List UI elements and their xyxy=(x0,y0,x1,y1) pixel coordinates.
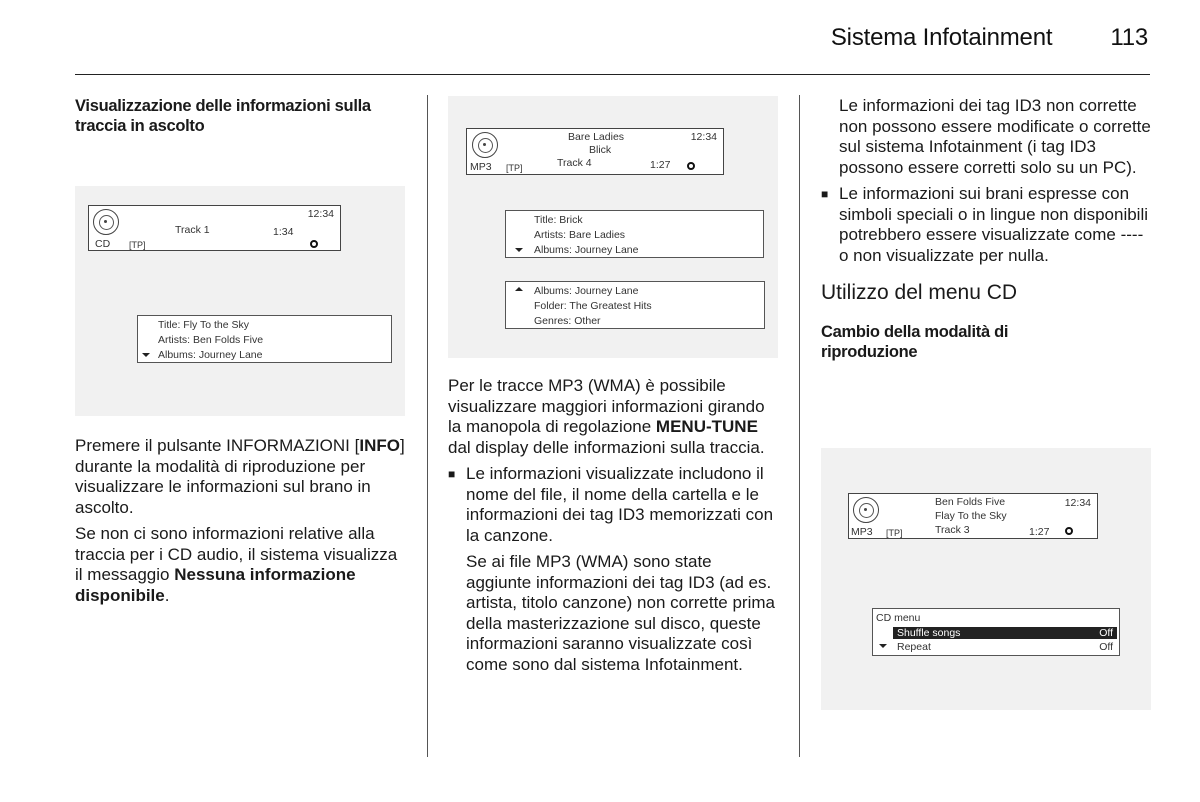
column-divider-1 xyxy=(427,95,428,757)
info-list-screen xyxy=(137,315,392,363)
figure-cd-display xyxy=(75,186,405,416)
figure-mp3-display xyxy=(448,96,778,358)
cd-menu-screen xyxy=(872,608,1120,656)
info-list-screen xyxy=(505,210,764,258)
info-list-screen xyxy=(505,281,765,329)
info-line: Title: Fly To the Sky xyxy=(158,319,250,331)
paragraph: Premere il pulsante INFORMAZIONI [INFO] durante la modalità di riproduzione per visualizzare le informazioni sul brano in ascolto. xyxy=(75,436,405,517)
play-indicator-icon xyxy=(687,162,695,170)
lcd-screen xyxy=(466,128,724,175)
info-line: Title: Brick xyxy=(534,214,583,226)
tp-label: [TP] xyxy=(886,528,903,538)
menu-row-value: Off xyxy=(1099,627,1113,639)
paragraph: Per le tracce MP3 (WMA) è possibile visualizzare maggiori informazioni girando la manopola di regolazione MENU-TUNE dal display delle informazioni sulla traccia. xyxy=(448,376,765,457)
artist-name: Bare Ladies xyxy=(568,131,625,143)
info-line: Artists: Ben Folds Five xyxy=(158,334,264,346)
column-3 xyxy=(821,96,1151,362)
section-heading: Visualizzazione delle informazioni sulla traccia in ascolto xyxy=(75,97,371,135)
song-title: Flay To the Sky xyxy=(935,510,1007,522)
clock: 12:34 xyxy=(1064,497,1091,509)
info-line: Albums: Journey Lane xyxy=(158,349,263,361)
info-line: Artists: Bare Ladies xyxy=(534,229,626,241)
info-line: Folder: The Greatest Hits xyxy=(534,300,652,312)
song-title: Blick xyxy=(589,144,612,156)
figure-cd-menu xyxy=(821,448,1151,710)
bullet-icon: ■ xyxy=(821,187,829,201)
tp-label: [TP] xyxy=(129,240,146,250)
menu-title: CD menu xyxy=(876,612,921,624)
section-title: Sistema Infotainment xyxy=(830,24,1053,51)
column-1-body xyxy=(75,436,405,612)
menu-row-value: Off xyxy=(1099,641,1113,653)
menu-row-label: Shuffle songs xyxy=(897,627,961,639)
column-1 xyxy=(75,96,405,136)
scroll-down-icon xyxy=(142,353,150,357)
elapsed-time: 1:34 xyxy=(273,226,294,238)
section-heading-large: Utilizzo del menu CD xyxy=(821,281,1018,304)
page-number: 113 xyxy=(1110,24,1148,51)
disc-icon xyxy=(93,209,119,235)
menu-row-repeat[interactable] xyxy=(893,641,1117,653)
info-line: Albums: Journey Lane xyxy=(534,285,639,297)
scroll-down-icon xyxy=(879,644,887,648)
bullet-item: ■ Le informazioni sui brani espresse con simboli speciali o in lingue non disponibili potrebbero essere visualizzate come ---- o non visualizzate per nulla. xyxy=(821,184,1149,265)
disc-icon xyxy=(853,497,879,523)
source-label: MP3 xyxy=(470,161,492,173)
menu-row-label: Repeat xyxy=(897,641,931,653)
disc-icon xyxy=(472,132,498,158)
clock: 12:34 xyxy=(307,208,334,220)
bullet-icon: ■ xyxy=(448,467,456,481)
artist-name: Ben Folds Five xyxy=(935,496,1006,508)
lcd-screen xyxy=(88,205,341,251)
page-header xyxy=(831,24,1148,52)
play-indicator-icon xyxy=(1065,527,1073,535)
source-label: MP3 xyxy=(851,526,873,538)
lcd-screen xyxy=(848,493,1098,539)
track-name: Track 1 xyxy=(175,224,210,236)
menu-row-shuffle[interactable] xyxy=(893,627,1117,639)
play-indicator-icon xyxy=(310,240,318,248)
track-name: Track 4 xyxy=(557,157,592,169)
paragraph: Se ai file MP3 (WMA) sono state aggiunte informazioni dei tag ID3 (ad es. artista, titolo canzone) non corrette prima della masterizzazione sul disco, queste informazioni saranno visualizzate così come sono dal sistema Infotainment. xyxy=(466,552,775,674)
source-label: CD xyxy=(95,238,111,250)
scroll-down-icon xyxy=(515,248,523,252)
clock: 12:34 xyxy=(690,131,717,143)
scroll-up-icon xyxy=(515,287,523,291)
paragraph: Le informazioni dei tag ID3 non corrette non possono essere modificate o corrette sul sistema Infotainment (i tag ID3 possono essere corretti solo su un PC). xyxy=(839,96,1151,177)
column-divider-2 xyxy=(799,95,800,757)
header-rule xyxy=(75,74,1150,75)
info-line: Albums: Journey Lane xyxy=(534,244,639,256)
track-name: Track 3 xyxy=(935,524,970,536)
elapsed-time: 1:27 xyxy=(1029,526,1050,538)
column-2-body xyxy=(448,376,778,681)
info-line: Genres: Other xyxy=(534,315,601,327)
paragraph: Se non ci sono informazioni relative alla traccia per i CD audio, il sistema visualizza il messaggio Nessuna informazione disponibile. xyxy=(75,524,398,605)
bullet-item: ■ Le informazioni visualizzate includono il nome del file, il nome della cartella e le informazioni dei tag ID3 memorizzati con la canzone. xyxy=(448,464,774,545)
elapsed-time: 1:27 xyxy=(650,159,671,171)
tp-label: [TP] xyxy=(506,163,523,173)
section-heading: Cambio della modalità di riproduzione xyxy=(821,323,1009,361)
